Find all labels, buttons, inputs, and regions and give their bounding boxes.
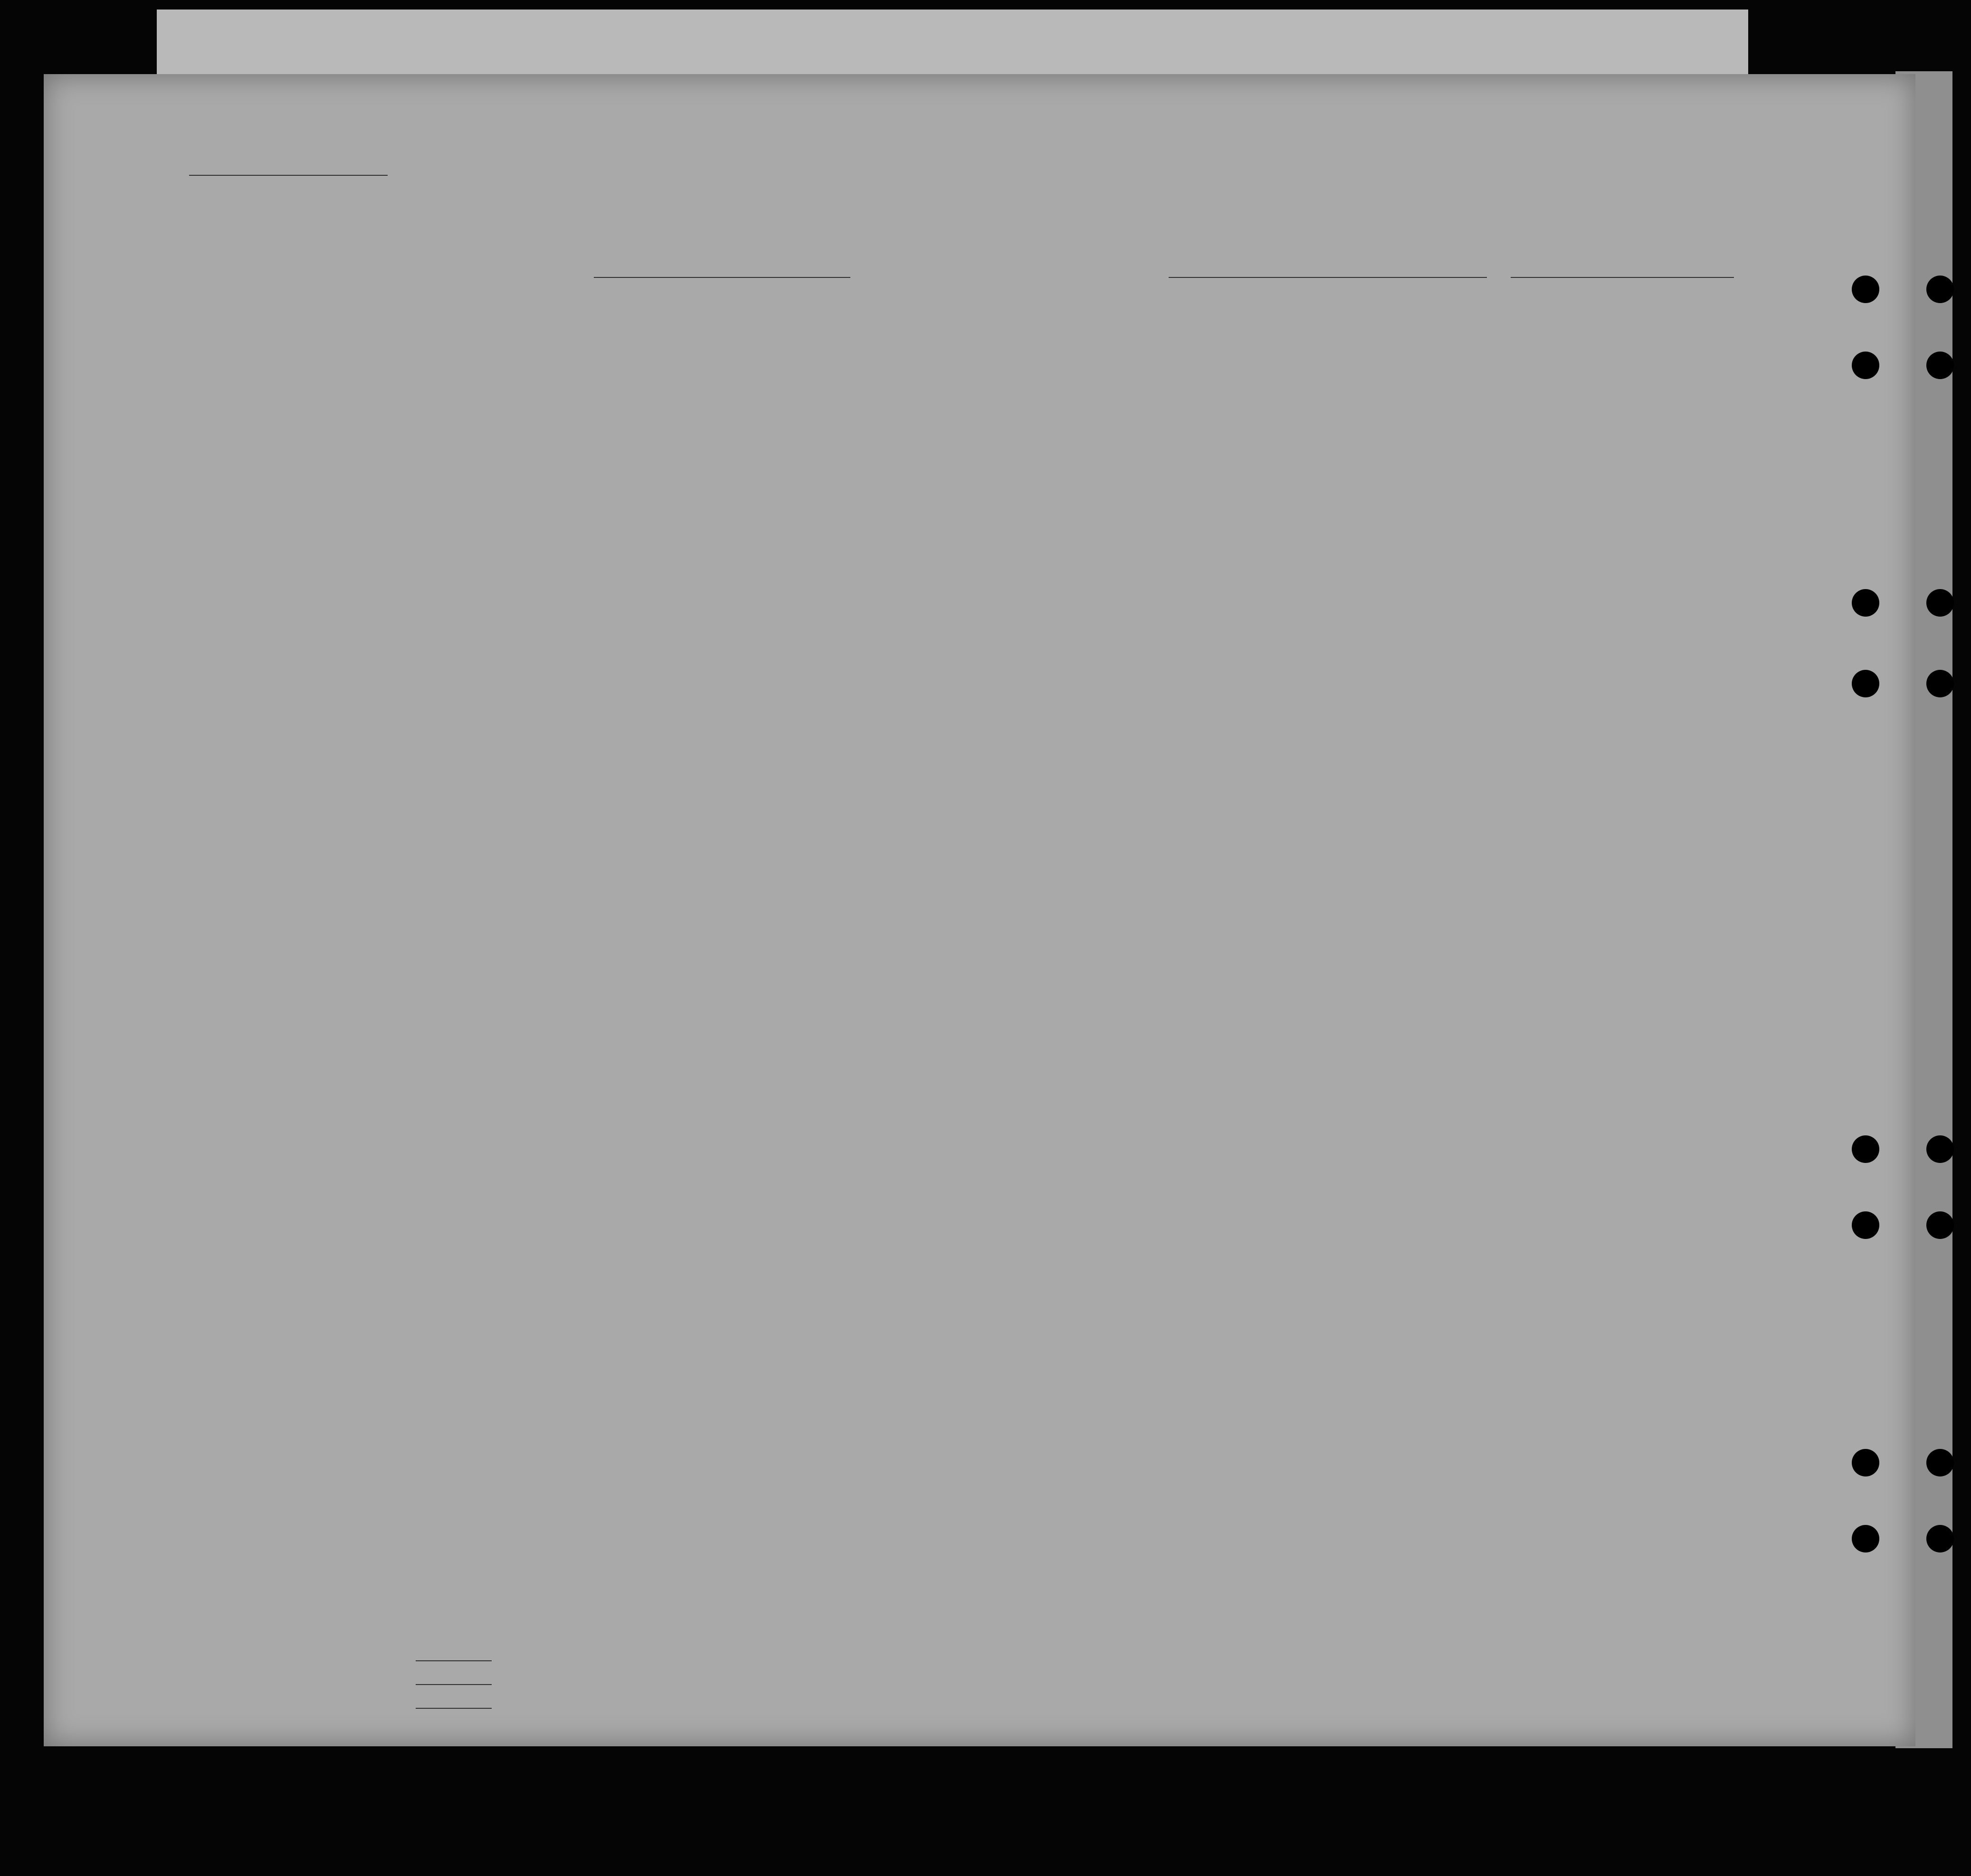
punch-hole bbox=[1926, 276, 1954, 303]
ship-line bbox=[594, 277, 850, 278]
punch-hole bbox=[1852, 1449, 1879, 1476]
punch-hole bbox=[1852, 1135, 1879, 1163]
punch-hole bbox=[1926, 352, 1954, 379]
punch-hole bbox=[1852, 1211, 1879, 1239]
punch-hole bbox=[1926, 1525, 1954, 1552]
punch-hole bbox=[1852, 670, 1879, 697]
punch-hole bbox=[1852, 276, 1879, 303]
manifest-page bbox=[44, 74, 1915, 1746]
list-line bbox=[189, 175, 388, 176]
punch-hole bbox=[1926, 1135, 1954, 1163]
punch-hole bbox=[1926, 589, 1954, 617]
date-line bbox=[1511, 277, 1734, 278]
punch-hole bbox=[1852, 352, 1879, 379]
punch-hole bbox=[1926, 1449, 1954, 1476]
port-line bbox=[1169, 277, 1487, 278]
punch-hole bbox=[1852, 589, 1879, 617]
aliens-line bbox=[416, 1708, 492, 1709]
citizens-line bbox=[416, 1684, 492, 1685]
punch-hole bbox=[1926, 1211, 1954, 1239]
punch-hole bbox=[1926, 670, 1954, 697]
punch-hole bbox=[1852, 1525, 1879, 1552]
total-line bbox=[416, 1660, 492, 1661]
